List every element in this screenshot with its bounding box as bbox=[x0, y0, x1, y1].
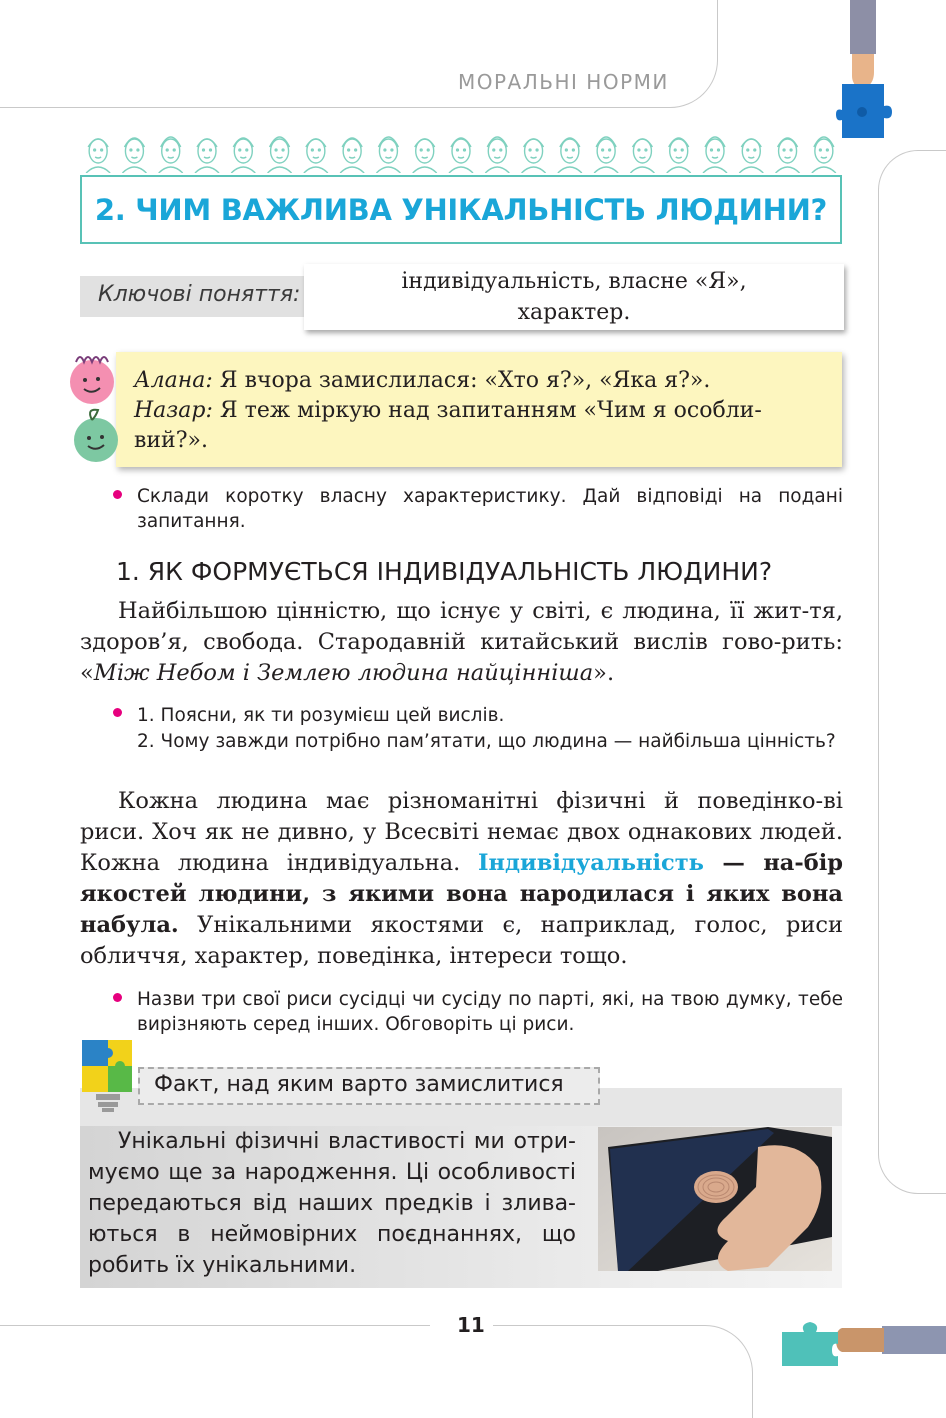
speaker-name: Назар: bbox=[134, 398, 213, 423]
chinese-saying: Між Небом і Землею людина найцінніша bbox=[93, 660, 594, 686]
page-frame-bottom-left bbox=[0, 1325, 430, 1326]
section-heading: 1. ЯК ФОРМУЄТЬСЯ ІНДИВІДУАЛЬНІСТЬ ЛЮДИНИ? bbox=[116, 557, 773, 586]
face-outline-icon bbox=[413, 139, 437, 173]
lesson-title-box bbox=[80, 175, 842, 244]
face-outline-icon bbox=[667, 138, 691, 173]
term-individuality: Індивідуальність bbox=[478, 850, 704, 876]
face-outline-icon bbox=[340, 138, 364, 173]
task-2: Назви три свої риси сусідці чи сусіду по парті, які, на твою думку, тебе вирізняють серед інших. Обговоріть ці риси. bbox=[137, 989, 843, 1035]
page-frame-bottom-right bbox=[493, 1325, 753, 1418]
puzzle-lightbulb-icon bbox=[78, 1036, 138, 1114]
bullet-dot bbox=[113, 708, 122, 717]
face-outline-icon bbox=[776, 138, 800, 173]
dialog-box bbox=[116, 352, 842, 467]
speaker-name: Алана: bbox=[134, 368, 213, 393]
key-concepts-line1: індивідуальність, власне «Я», bbox=[401, 269, 747, 294]
question-2: 2. Чому завжди потрібно пам’ятати, що людина — найбільша цінність? bbox=[137, 731, 836, 752]
key-concepts-label-text: Ключові поняття: bbox=[98, 282, 301, 307]
face-outline-icon bbox=[86, 139, 110, 173]
paragraph-2 bbox=[80, 786, 843, 972]
face-outline-icon bbox=[630, 139, 654, 173]
lesson-title: 2. ЧИМ ВАЖЛИВА УНІКАЛЬНІСТЬ ЛЮДИНИ? bbox=[94, 192, 828, 227]
face-outline-icon bbox=[485, 137, 509, 173]
paragraph-2-text: Кожна людина має різноманітні фізичні й поведінко-ві риси. Хоч як не дивно, у Всесвіті немає двох однакових людей. Кожна людина індивідуальна. bbox=[80, 788, 843, 876]
fact-title-tab bbox=[138, 1067, 600, 1105]
paragraph-1 bbox=[80, 596, 843, 689]
key-concepts-label bbox=[80, 276, 338, 317]
fact-text: Унікальні фізичні властивості ми отри-муємо ще за народження. Ці особливості передаються від наших предків і злива-ються в неймовірних поєднаннях, що робить їх унікальними. bbox=[88, 1129, 576, 1278]
face-outline-icon bbox=[812, 137, 836, 173]
face-outline-icon bbox=[268, 137, 292, 173]
face-outline-icon bbox=[703, 137, 727, 173]
face-outline-icon bbox=[231, 138, 255, 173]
face-outline-icon bbox=[304, 139, 328, 173]
running-head: МОРАЛЬНІ НОРМИ bbox=[458, 70, 669, 94]
dialog-line: вий?». bbox=[134, 428, 208, 453]
face-outline-icon bbox=[376, 137, 400, 173]
hand-puzzle-top-icon bbox=[836, 0, 892, 142]
term-definition: — на-бір якостей людини, з якими вона народилася і яких вона набула. bbox=[80, 850, 844, 938]
task-1: Склади коротку власну характеристику. Дай відповіді на подані запитання. bbox=[137, 486, 843, 532]
face-outline-icon bbox=[558, 138, 582, 173]
dialog-line: Я вчора замислилася: «Хто я?», «Яка я?». bbox=[212, 368, 711, 393]
face-outline-icon bbox=[122, 138, 146, 173]
face-row-decoration bbox=[80, 133, 842, 173]
page-number: 11 bbox=[457, 1313, 485, 1337]
bullet-dot bbox=[113, 993, 122, 1002]
paragraph-1-end: ». bbox=[593, 660, 615, 686]
key-concepts-line2: характер. bbox=[517, 300, 631, 325]
face-outline-icon bbox=[159, 137, 183, 173]
girl-avatar-icon bbox=[66, 348, 122, 408]
face-outline-icon bbox=[739, 139, 763, 173]
hand-puzzle-bottom-icon bbox=[782, 1318, 946, 1368]
boy-avatar-icon bbox=[72, 406, 122, 464]
face-outline-icon bbox=[522, 139, 546, 173]
key-concepts-box bbox=[304, 264, 844, 330]
bullet-dot bbox=[113, 490, 122, 499]
fact-title: Факт, над яким варто замислитися bbox=[154, 1072, 564, 1097]
dialog-line: Я теж міркую над запитанням «Чим я особли- bbox=[212, 398, 762, 423]
fingerprint-phone-photo bbox=[598, 1127, 832, 1271]
face-outline-icon bbox=[594, 137, 618, 173]
paragraph-1-text: Найбільшою цінністю, що існує у світі, є людина, її жит-тя, здоров’я, свобода. Стародавній китайський вислів гово-рить: « bbox=[80, 598, 843, 686]
paragraph-2-end: Унікальними якостями є, наприклад, голос, риси обличчя, характер, поведінка, інтереси тощо. bbox=[80, 912, 843, 969]
face-outline-icon bbox=[449, 138, 473, 173]
face-outline-icon bbox=[195, 139, 219, 173]
question-1: 1. Поясни, як ти розумієш цей вислів. bbox=[137, 705, 505, 726]
page-frame-right bbox=[878, 150, 946, 1194]
